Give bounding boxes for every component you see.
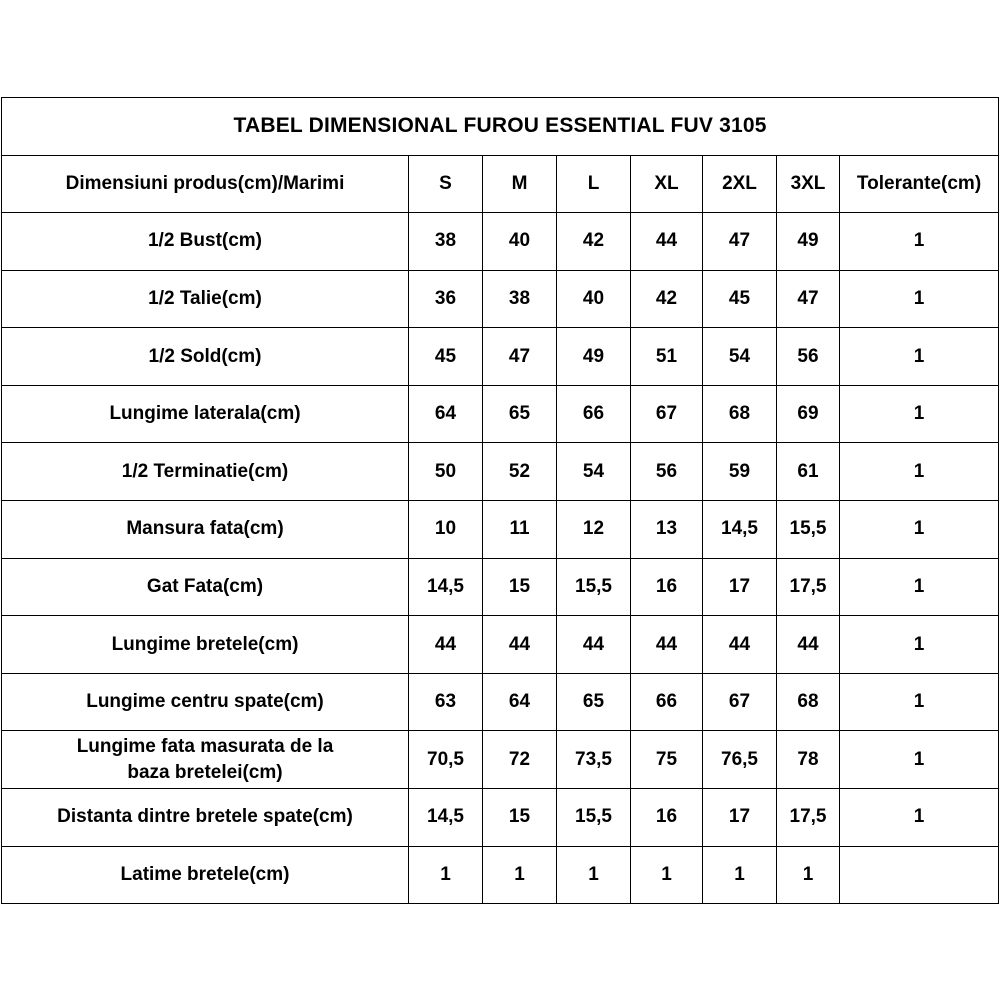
value-cell-3xl: 78 <box>777 731 840 789</box>
row-label-line: Lungime centru spate(cm) <box>86 691 324 713</box>
value-cell-2xl: 54 <box>703 328 777 386</box>
value-cell-m: 15 <box>483 558 557 616</box>
tolerance-header: Tolerante(cm) <box>840 156 999 213</box>
dimensions-header: Dimensiuni produs(cm)/Marimi <box>2 156 409 213</box>
row-label <box>2 846 409 904</box>
table-row <box>2 270 999 328</box>
value-cell-3xl: 17,5 <box>777 558 840 616</box>
value-cell-m: 11 <box>483 500 557 558</box>
value-cell-3xl: 56 <box>777 328 840 386</box>
row-label <box>2 500 409 558</box>
value-cell-2xl: 67 <box>703 673 777 731</box>
value-cell-m: 44 <box>483 616 557 674</box>
value-cell-s: 14,5 <box>409 558 483 616</box>
value-cell-s: 10 <box>409 500 483 558</box>
value-cell-xl: 44 <box>631 616 703 674</box>
value-cell-l: 44 <box>557 616 631 674</box>
value-cell-3xl: 15,5 <box>777 500 840 558</box>
tolerance-cell: 1 <box>840 731 999 789</box>
value-cell-m: 47 <box>483 328 557 386</box>
value-cell-2xl: 76,5 <box>703 731 777 789</box>
value-cell-xl: 16 <box>631 558 703 616</box>
value-cell-l: 40 <box>557 270 631 328</box>
value-cell-s: 64 <box>409 385 483 443</box>
value-cell-m: 65 <box>483 385 557 443</box>
tolerance-cell: 1 <box>840 270 999 328</box>
value-cell-3xl: 68 <box>777 673 840 731</box>
table-row <box>2 558 999 616</box>
header-row <box>2 156 999 213</box>
table-row <box>2 500 999 558</box>
value-cell-s: 70,5 <box>409 731 483 789</box>
value-cell-xl: 42 <box>631 270 703 328</box>
value-cell-l: 12 <box>557 500 631 558</box>
row-label-line: Lungime bretele(cm) <box>111 633 299 655</box>
value-cell-m: 38 <box>483 270 557 328</box>
value-cell-3xl: 61 <box>777 443 840 501</box>
value-cell-l: 66 <box>557 385 631 443</box>
value-cell-2xl: 14,5 <box>703 500 777 558</box>
row-label-line: 1/2 Talie(cm) <box>148 288 262 310</box>
tolerance-cell: 1 <box>840 500 999 558</box>
value-cell-s: 44 <box>409 616 483 674</box>
row-label-line: Lungime fata masurata de la <box>76 736 334 757</box>
value-cell-s: 45 <box>409 328 483 386</box>
value-cell-s: 38 <box>409 213 483 271</box>
table-row <box>2 213 999 271</box>
value-cell-l: 54 <box>557 443 631 501</box>
value-cell-xl: 44 <box>631 213 703 271</box>
value-cell-s: 36 <box>409 270 483 328</box>
table-row <box>2 731 999 789</box>
tolerance-cell: 1 <box>840 443 999 501</box>
table-row <box>2 443 999 501</box>
title-row <box>2 98 999 156</box>
table-row <box>2 385 999 443</box>
table-row <box>2 616 999 674</box>
value-cell-xl: 66 <box>631 673 703 731</box>
value-cell-2xl: 17 <box>703 788 777 846</box>
value-cell-2xl: 45 <box>703 270 777 328</box>
value-cell-m: 72 <box>483 731 557 789</box>
row-label-line: 1/2 Terminatie(cm) <box>121 460 289 482</box>
value-cell-s: 63 <box>409 673 483 731</box>
table-row <box>2 673 999 731</box>
row-label <box>2 213 409 271</box>
row-label-line: Latime bretele(cm) <box>120 864 290 885</box>
value-cell-l: 15,5 <box>557 558 631 616</box>
value-cell-l: 73,5 <box>557 731 631 789</box>
value-cell-3xl: 17,5 <box>777 788 840 846</box>
row-label-line: 1/2 Sold(cm) <box>148 345 262 367</box>
tolerance-cell: 1 <box>840 616 999 674</box>
row-label <box>2 731 409 789</box>
value-cell-l: 1 <box>557 846 631 904</box>
value-cell-m: 52 <box>483 443 557 501</box>
tolerance-cell <box>840 846 999 904</box>
value-cell-3xl: 44 <box>777 616 840 674</box>
size-m-header: M <box>483 156 557 213</box>
table-title: TABEL DIMENSIONAL FUROU ESSENTIAL FUV 3105 <box>2 98 999 156</box>
value-cell-xl: 1 <box>631 846 703 904</box>
value-cell-l: 42 <box>557 213 631 271</box>
row-label <box>2 270 409 328</box>
tolerance-cell: 1 <box>840 673 999 731</box>
table-row <box>2 788 999 846</box>
value-cell-m: 40 <box>483 213 557 271</box>
value-cell-2xl: 1 <box>703 846 777 904</box>
row-label-line: baza bretelei(cm) <box>127 761 283 783</box>
size-2xl-header: 2XL <box>703 156 777 213</box>
value-cell-xl: 75 <box>631 731 703 789</box>
size-chart-table <box>1 97 999 904</box>
value-cell-2xl: 59 <box>703 443 777 501</box>
value-cell-xl: 67 <box>631 385 703 443</box>
row-label <box>2 788 409 846</box>
value-cell-xl: 13 <box>631 500 703 558</box>
row-label <box>2 328 409 386</box>
row-label <box>2 385 409 443</box>
value-cell-3xl: 1 <box>777 846 840 904</box>
tolerance-cell: 1 <box>840 213 999 271</box>
value-cell-3xl: 49 <box>777 213 840 271</box>
value-cell-s: 50 <box>409 443 483 501</box>
value-cell-xl: 51 <box>631 328 703 386</box>
value-cell-s: 14,5 <box>409 788 483 846</box>
table-row <box>2 328 999 386</box>
value-cell-l: 49 <box>557 328 631 386</box>
row-label <box>2 673 409 731</box>
value-cell-3xl: 69 <box>777 385 840 443</box>
tolerance-cell: 1 <box>840 385 999 443</box>
value-cell-m: 64 <box>483 673 557 731</box>
value-cell-3xl: 47 <box>777 270 840 328</box>
tolerance-cell: 1 <box>840 328 999 386</box>
value-cell-2xl: 47 <box>703 213 777 271</box>
size-l-header: L <box>557 156 631 213</box>
value-cell-xl: 56 <box>631 443 703 501</box>
tolerance-cell: 1 <box>840 558 999 616</box>
value-cell-l: 65 <box>557 673 631 731</box>
size-s-header: S <box>409 156 483 213</box>
value-cell-2xl: 17 <box>703 558 777 616</box>
row-label-line: Gat Fata(cm) <box>146 576 264 598</box>
row-label-line: Lungime laterala(cm) <box>109 403 301 425</box>
size-xl-header: XL <box>631 156 703 213</box>
value-cell-xl: 16 <box>631 788 703 846</box>
value-cell-s: 1 <box>409 846 483 904</box>
table-body <box>2 98 999 904</box>
table-row <box>2 846 999 904</box>
row-label-line: Mansura fata(cm) <box>126 518 284 540</box>
row-label-line: Distanta dintre bretele spate(cm) <box>57 806 353 828</box>
value-cell-m: 15 <box>483 788 557 846</box>
value-cell-l: 15,5 <box>557 788 631 846</box>
size-3xl-header: 3XL <box>777 156 840 213</box>
row-label <box>2 443 409 501</box>
tolerance-cell: 1 <box>840 788 999 846</box>
row-label-line: 1/2 Bust(cm) <box>147 230 263 252</box>
value-cell-2xl: 44 <box>703 616 777 674</box>
row-label <box>2 558 409 616</box>
value-cell-2xl: 68 <box>703 385 777 443</box>
row-label <box>2 616 409 674</box>
value-cell-m: 1 <box>483 846 557 904</box>
